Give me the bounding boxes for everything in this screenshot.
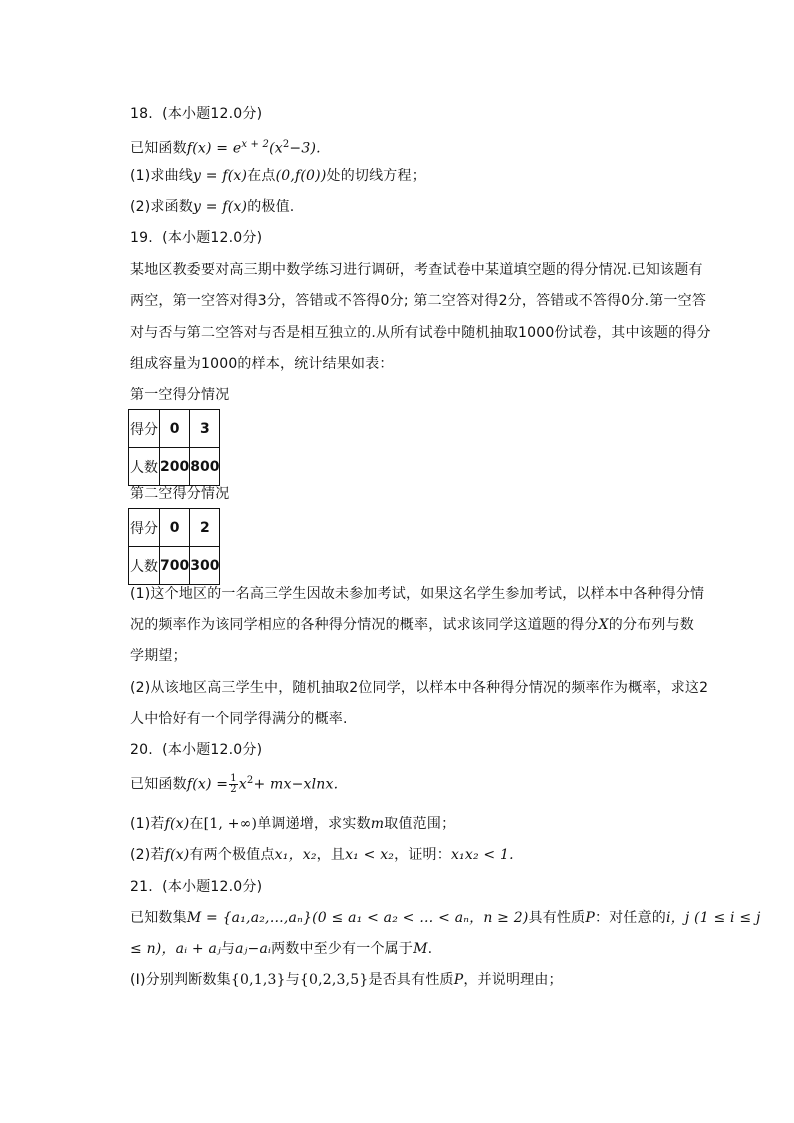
table-cell: 200 [160,448,190,486]
q19-part1-line: 况的频率作为该同学相应的各种得分情况的概率，试求该同学这道题的得分X的分布列与数 [130,617,694,633]
score-table-first-blank [128,409,220,486]
q21-line1: 已知数集M = {a₁,a₂,…,aₙ}(0 ≤ a₁ < a₂ < … < aₙ，n ≥ 2)具有性质P：对任意的i，j (1 ≤ i ≤ j [130,910,761,926]
table-cell: 2 [190,509,220,547]
table-cell: 3 [190,410,220,448]
table-row [129,448,220,486]
q19-part2-line: (2)从该地区高三学生中，随机抽取2位同学，以样本中各种得分情况的频率作为概率，求这2 [130,680,709,696]
q18-header: 18. (本小题12.0分) [130,106,263,122]
table-cell: 得分 [129,410,160,448]
table-cell: 人数 [129,547,160,585]
q19-para-line: 两空，第一空答对得3分，答错或不答得0分; 第二空答对得2分，答错或不答得0分.第一空答 [130,293,707,309]
table-cell: 700 [160,547,190,585]
fraction-one-half: $\frac{1}{2}$ [230,773,237,796]
table-row [129,509,220,547]
q19-part2-line: 人中恰好有一个同学得满分的概率. [130,711,348,727]
score-table-second-blank [128,508,220,585]
table1-caption: 第一空得分情况 [130,387,230,403]
q19-para-line: 对与否与第二空答对与否是相互独立的.从所有试卷中随机抽取1000份试卷，其中该题的得分 [130,325,711,341]
table-cell: 800 [190,448,220,486]
table-row [129,410,220,448]
q21-part1: (Ⅰ)分别判断数集{0,1,3}与{0,2,3,5}是否具有性质P，并说明理由； [130,972,563,988]
q19-header: 19. (本小题12.0分) [130,230,263,246]
q19-para-line: 组成容量为1000的样本，统计结果如表： [130,356,394,372]
q20-part2: (2)若f(x)有两个极值点x₁，x₂，且x₁ < x₂，证明：x₁x₂ < 1. [130,847,514,863]
q21-line2: ≤ n)，aᵢ + aⱼ与aⱼ−aᵢ两数中至少有一个属于M. [130,941,433,957]
table-row [129,547,220,585]
q19-para-line: 某地区教委要对高三期中数学练习进行调研，考查试卷中某道填空题的得分情况.已知该题有 [130,262,703,278]
q21-header: 21. (本小题12.0分) [130,879,263,895]
table-cell: 0 [160,410,190,448]
q20-given: 已知函数f(x) = $\frac{1}{2}$ $x^2+ mx-xlnx$. [130,773,339,796]
q19-part1-line: 学期望； [130,648,187,664]
q18-part1: (1)求曲线y = f(x)在点(0,f(0))处的切线方程； [130,168,426,184]
table-cell: 人数 [129,448,160,486]
q18-part2: (2)求函数y = f(x)的极值. [130,199,295,215]
q20-part1: (1)若f(x)在[1, +∞)单调递增，求实数m取值范围； [130,816,456,832]
q20-header: 20. (本小题12.0分) [130,742,263,758]
table-cell: 300 [190,547,220,585]
table2-caption: 第二空得分情况 [130,486,230,502]
table-cell: 得分 [129,509,160,547]
q18-given: 已知函数$f(x) = e^{x + 2}(x^2-3)$. [130,139,321,157]
q19-part1-line: (1)这个地区的一名高三学生因故未参加考试，如果这名学生参加考试，以样本中各种得分情 [130,586,705,602]
table-cell: 0 [160,509,190,547]
